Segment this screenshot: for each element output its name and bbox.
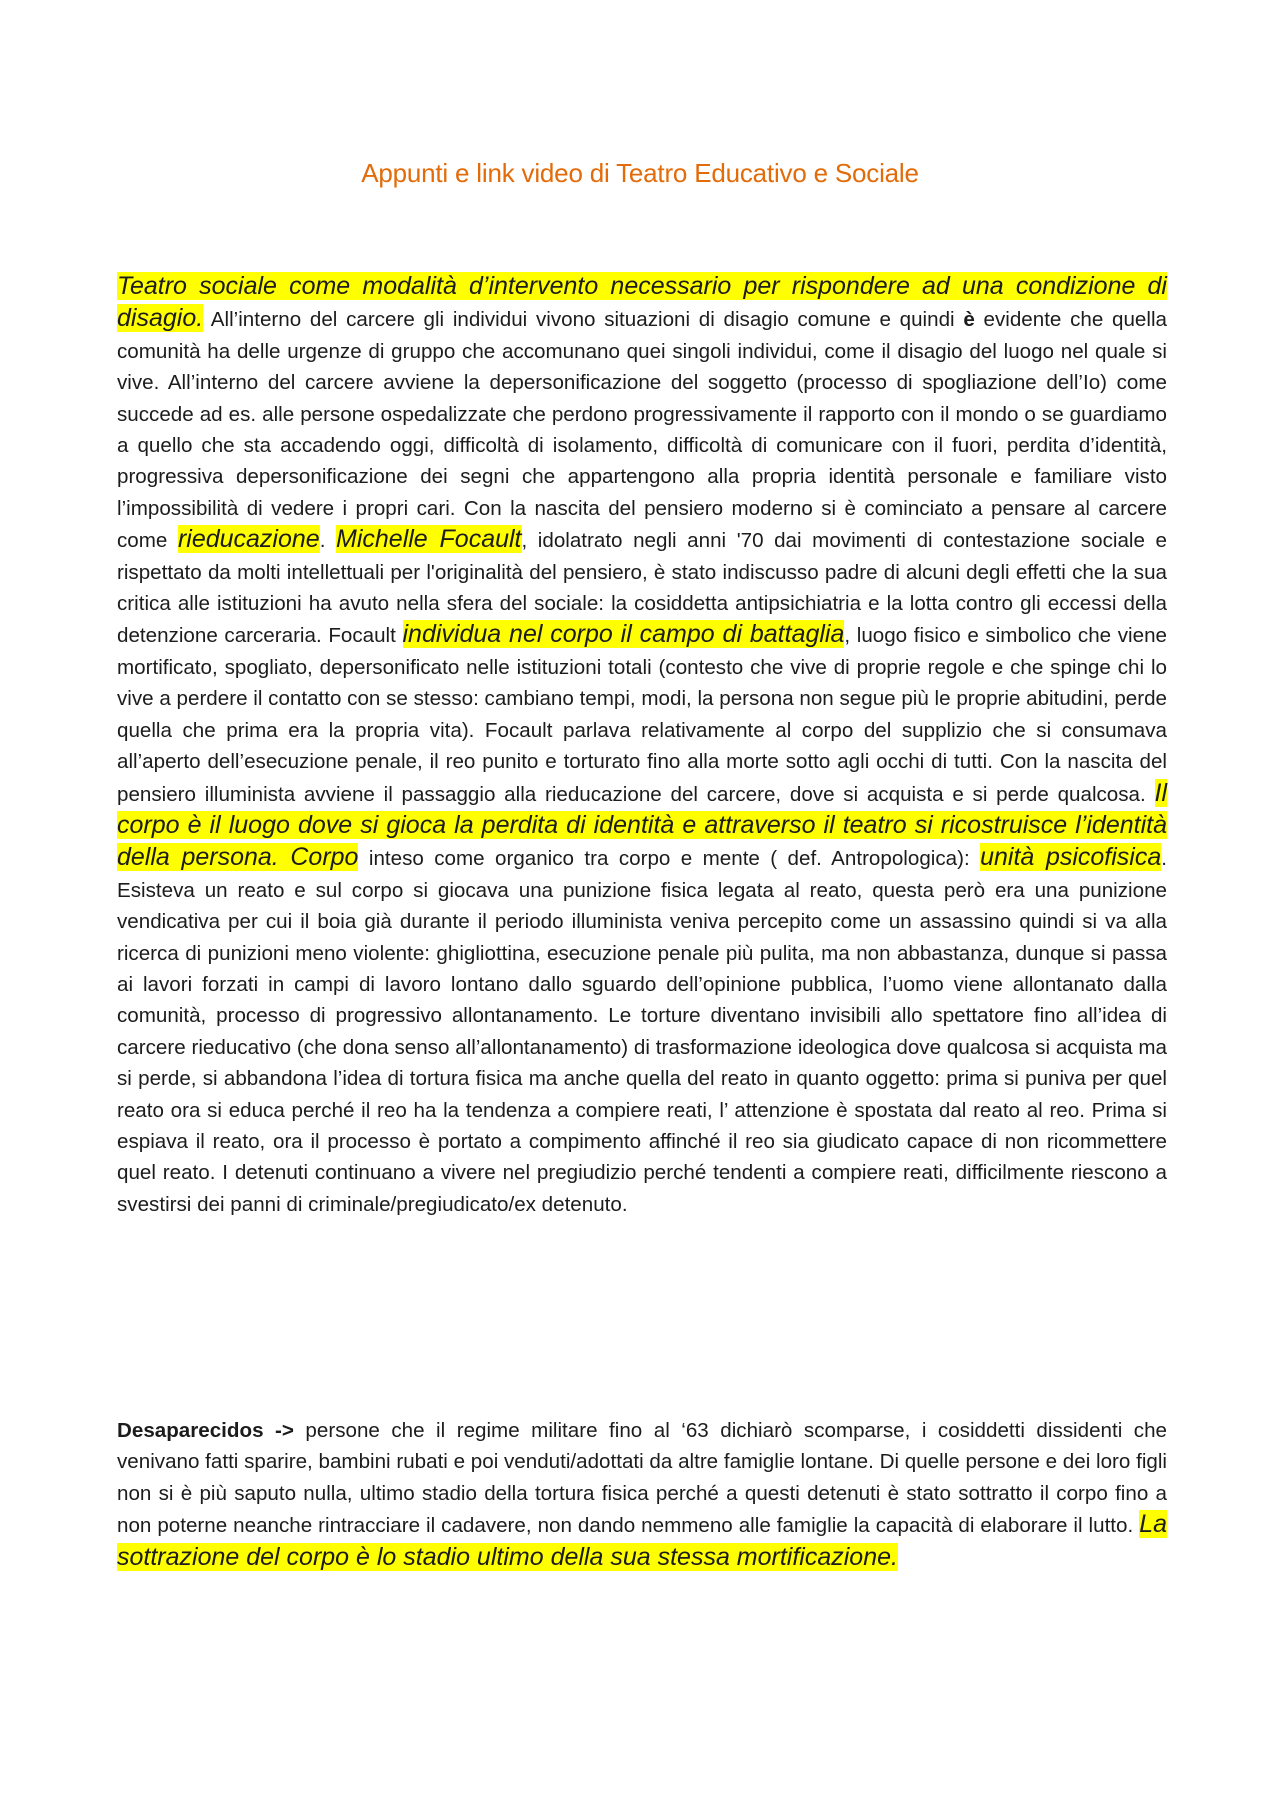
- paragraph-teatro-sociale: [117, 271, 1167, 1220]
- text-segment: , idolatrato negli anni '70 dai movimenti di contestazione sociale e rispettato da molti intellettuali per l'originalità del pensiero, è stato indiscusso padre di alcuni degli effetti che la sua critica alle istituzioni ha avuto nella sfera del sociale: la cosiddetta antipsichiatria e la lotta contro gli eccessi della detenzione carceraria. Focault: [117, 529, 1167, 648]
- text-segment: .: [319, 529, 337, 553]
- highlight-rieducazione: rieducazione: [177, 525, 320, 554]
- highlight-campo-battaglia: individua nel corpo il campo di battaglia: [402, 620, 845, 649]
- bold-text: è: [963, 308, 975, 332]
- document-title: Appunti e link video di Teatro Educativo e Sociale: [361, 158, 919, 188]
- text-segment: All’interno del carcere gli individui vivono situazioni di disagio comune e quindi: [203, 308, 964, 332]
- text-segment: inteso come organico tra corpo e mente ( def. Antropologica):: [358, 847, 981, 871]
- highlight-unita-psicofisica: unità psicofisica: [980, 843, 1162, 872]
- text-segment: . Esisteva un reato e sul corpo si giocava una punizione fisica legata al reato, questa però era una punizione vendicativa per cui il boia già durante il periodo illuminista veniva percepito come un assassino quindi si va alla ricerca di punizioni meno violente: ghigliottina, esecuzione penale più pulita, ma non abbastanza, dunque si passa ai lavori forzati in campi di lavoro lontano dallo sguardo dell’opinione pubblica, l’uomo viene allontanato dalla comunità, processo di progressivo allontanamento. Le torture diventano invisibili allo spettatore fino all’idea di carcere rieducativo (che dona senso all’allontanamento) di trasformazione ideologica dove qualcosa si acquista ma si perde, si abbandona l’idea di tortura fisica ma anche quella del reato in quanto oggetto: prima si puniva per quel reato ora si educa perché il reo ha la tendenza a compiere reati, l’ attenzione è spostata dal reato al reo. Prima si espiava il reato, ora il processo è portato a compimento affinché il reo sia giudicato capace di non ricommettere quel reato. I detenuti continuano a vivere nel pregiudizio perché tendenti a compiere reati, difficilmente riescono a svestirsi dei panni di criminale/pregiudicato/ex detenuto.: [117, 847, 1167, 1216]
- highlight-focault: Michelle Focault: [336, 525, 522, 554]
- paragraph-desaparecidos: [117, 1415, 1167, 1574]
- term-desaparecidos: Desaparecidos ->: [117, 1419, 294, 1442]
- text-segment: evidente che quella comunità ha delle urgenze di gruppo che accomunano quei singoli individui, come il disagio del luogo nel quale si vive. All’interno del carcere avviene la depersonificazione del soggetto (processo di spogliazione dell’Io) come succede ad es. alle persone ospedalizzate che perdono progressivamente il rapporto con il mondo o se guardiamo a quello che sta accadendo oggi, difficoltà di isolamento, difficoltà di comunicare con il fuori, perdita d’identità, progressiva depersonificazione dei segni che appartengono alla propria identità personale e familiare visto l’impossibilità di vedere i propri cari. Con la nascita del pensiero moderno si è cominciato a pensare al carcere come: [117, 308, 1167, 553]
- text-segment: persone che il regime militare fino al ‘63 dichiarò scomparse, i cosiddetti dissidenti che venivano fatti sparire, bambini rubati e poi venduti/adottati da altre famiglie lontane. Di quelle persone e dei loro figli non si è più saputo nulla, ultimo stadio della tortura fisica perché a questi detenuti è stato sottratto il corpo fino a non poterne neanche rintracciare il cadavere, non dando nemmeno alle famiglie la capacità di elaborare il lutto.: [117, 1419, 1167, 1538]
- highlight-teatro-sociale: Teatro sociale come modalità d’intervento necessario per rispondere ad una condizione di disagio.: [117, 272, 1167, 333]
- highlight-sottrazione-corpo: La sottrazione del corpo è lo stadio ultimo della sua stessa mortificazione.: [117, 1510, 1167, 1571]
- text-segment: , luogo fisico e simbolico che viene mortificato, spogliato, depersonificato nelle istituzioni totali (contesto che vive di proprie regole e che spinge chi lo vive a perdere il contatto con se stesso: cambiano tempi, modi, la persona non segue più le proprie abitudini, perde quella che prima era la propria vita). Focault parlava relativamente al corpo del supplizio che si consumava all’aperto dell’esecuzione penale, il reo punito e torturato fino alla morte sotto agli occhi di tutti. Con la nascita del pensiero illuminista avviene il passaggio alla rieducazione del carcere, dove si acquista e si perde qualcosa.: [117, 624, 1167, 806]
- highlight-corpo-identita: Il corpo è il luogo dove si gioca la perdita di identità e attraverso il teatro si ricostruisce l’identità della persona. Corpo: [117, 778, 1167, 872]
